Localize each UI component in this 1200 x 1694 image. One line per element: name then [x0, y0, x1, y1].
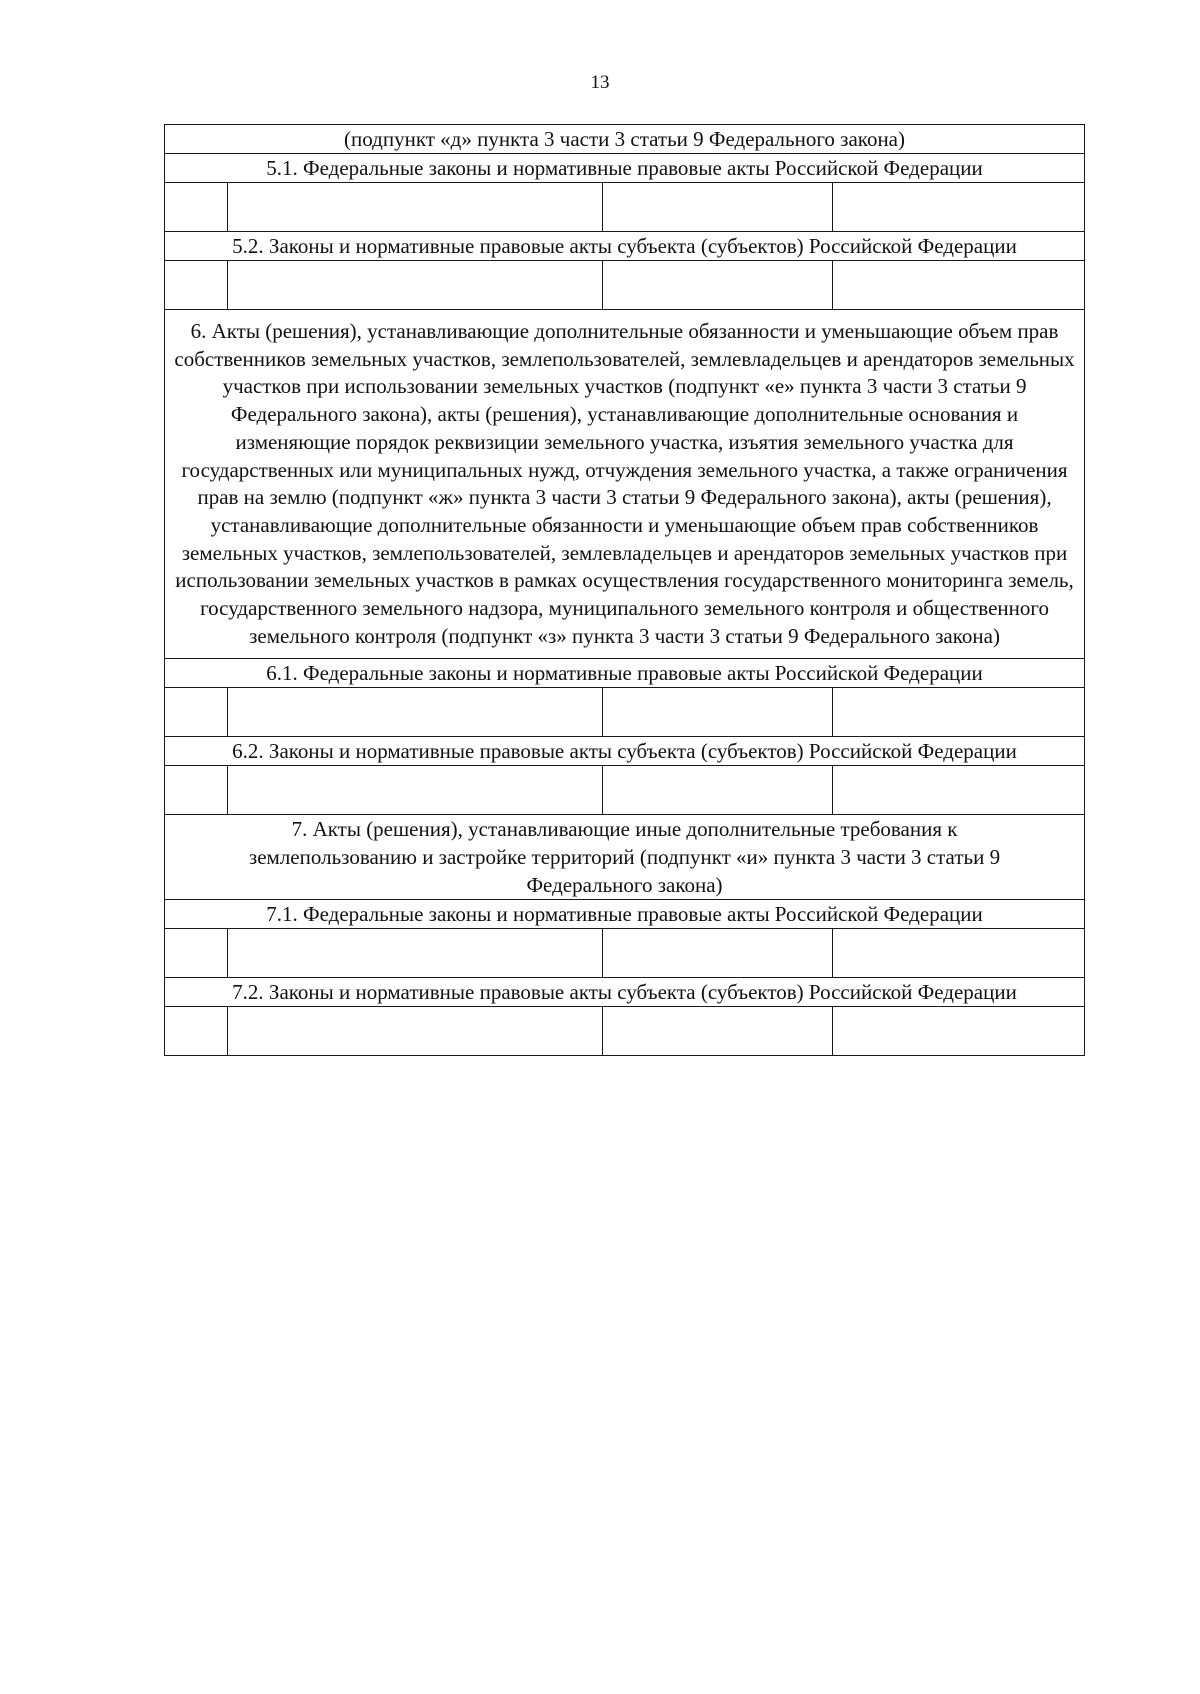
- table-row: [165, 183, 1085, 232]
- subsection-5-2-header: 5.2. Законы и нормативные правовые акты субъекта (субъектов) Российской Федерации: [165, 232, 1085, 261]
- table-row: [165, 766, 1085, 815]
- subsection-6-1-header: 6.1. Федеральные законы и нормативные правовые акты Российской Федерации: [165, 659, 1085, 688]
- subsection-5-1-header: 5.1. Федеральные законы и нормативные правовые акты Российской Федерации: [165, 154, 1085, 183]
- empty-cell: [165, 261, 228, 310]
- empty-cell: [603, 766, 833, 815]
- table-row: [165, 261, 1085, 310]
- empty-cell: [228, 766, 603, 815]
- section-5-footnote: (подпункт «д» пункта 3 части 3 статьи 9 Федерального закона): [165, 125, 1085, 154]
- subsection-6-2-header: 6.2. Законы и нормативные правовые акты субъекта (субъектов) Российской Федерации: [165, 737, 1085, 766]
- empty-cell: [603, 183, 833, 232]
- empty-cell: [228, 1007, 603, 1056]
- empty-cell: [228, 929, 603, 978]
- empty-cell: [228, 688, 603, 737]
- empty-cell: [603, 261, 833, 310]
- empty-cell: [833, 688, 1085, 737]
- subsection-7-2-header: 7.2. Законы и нормативные правовые акты субъекта (субъектов) Российской Федерации: [165, 978, 1085, 1007]
- empty-cell: [165, 766, 228, 815]
- empty-cell: [833, 1007, 1085, 1056]
- empty-cell: [603, 1007, 833, 1056]
- table-row: [165, 688, 1085, 737]
- empty-cell: [603, 929, 833, 978]
- empty-cell: [165, 1007, 228, 1056]
- empty-cell: [833, 261, 1085, 310]
- subsection-7-1-header: 7.1. Федеральные законы и нормативные правовые акты Российской Федерации: [165, 900, 1085, 929]
- section-7-header: 7. Акты (решения), устанавливающие иные дополнительные требования к землепользованию и застройке территорий (подпункт «и» пункта 3 части 3 статьи 9 Федерального закона): [165, 815, 1085, 900]
- table-row: [165, 929, 1085, 978]
- empty-cell: [833, 929, 1085, 978]
- empty-cell: [165, 688, 228, 737]
- section-6-header: 6. Акты (решения), устанавливающие дополнительные обязанности и уменьшающие объем прав собственников земельных участков, землепользователей, землевладельцев и арендаторов земельных участков при использовании земельных участков (подпункт «е» пункта 3 части 3 статьи 9 Федерального закона), акты (решения), устанавливающие дополнительные основания и изменяющие порядок реквизиции земельного участка, изъятия земельного участка для государственных или муниципальных нужд, отчуждения земельного участка, а также ограничения прав на землю (подпункт «ж» пункта 3 части 3 статьи 9 Федерального закона), акты (решения), устанавливающие дополнительные обязанности и уменьшающие объем прав собственников земельных участков, землепользователей, землевладельцев и арендаторов земельных участков при использовании земельных участков в рамках осуществления государственного мониторинга земель, государственного земельного надзора, муниципального земельного контроля и общественного земельного контроля (подпункт «з» пункта 3 части 3 статьи 9 Федерального закона): [165, 310, 1085, 659]
- empty-cell: [228, 261, 603, 310]
- table-row: [165, 1007, 1085, 1056]
- empty-cell: [833, 766, 1085, 815]
- empty-cell: [165, 929, 228, 978]
- empty-cell: [833, 183, 1085, 232]
- acts-table: [164, 124, 1085, 1056]
- empty-cell: [165, 183, 228, 232]
- page-number: 13: [590, 72, 610, 93]
- empty-cell: [603, 688, 833, 737]
- empty-cell: [228, 183, 603, 232]
